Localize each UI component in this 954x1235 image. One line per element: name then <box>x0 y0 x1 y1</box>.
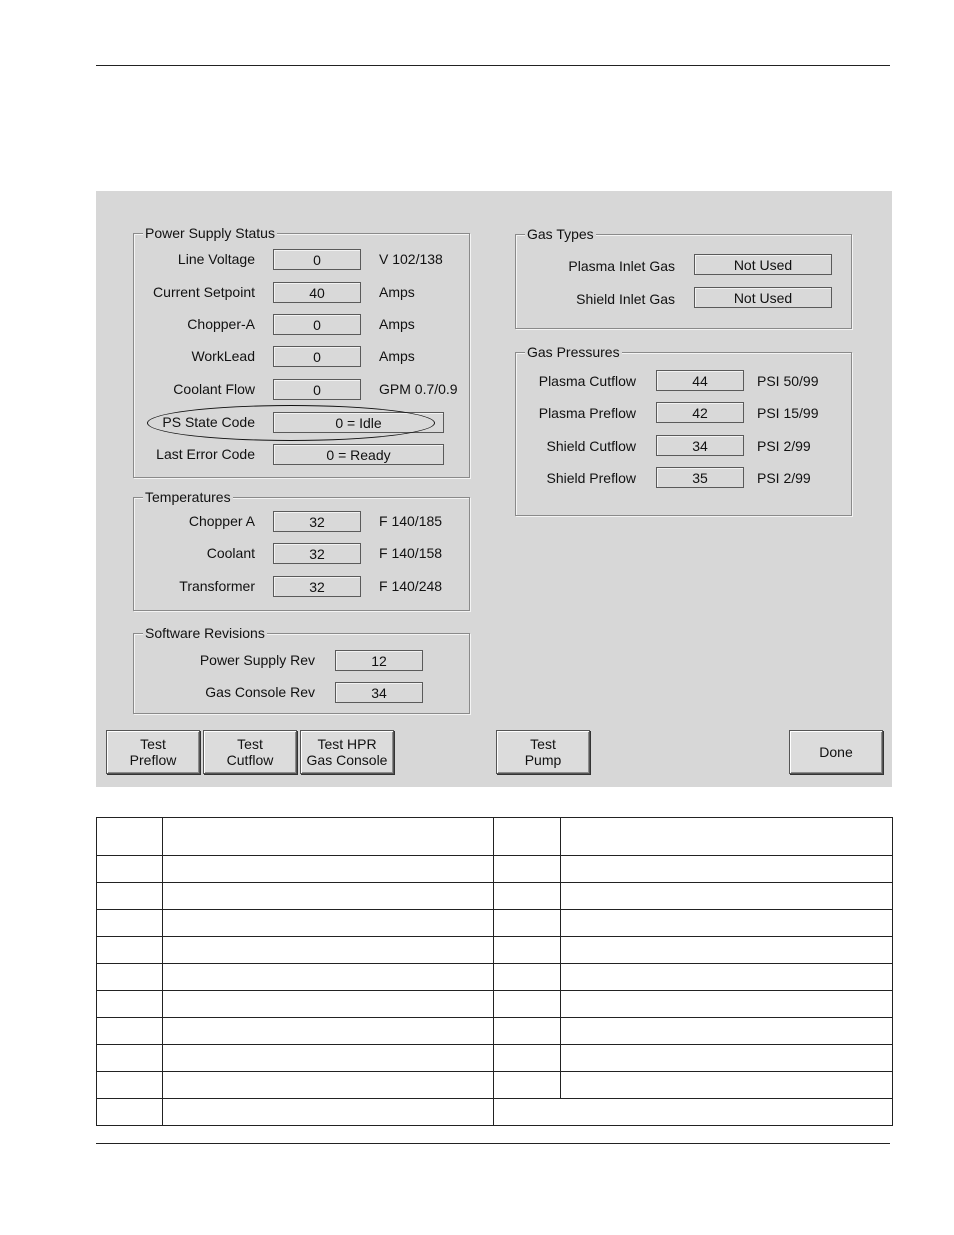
test-preflow-button[interactable] <box>106 730 200 774</box>
table-cell <box>97 818 163 856</box>
ps-state-code-value: 0 = Idle <box>273 412 444 433</box>
table-row <box>97 937 893 964</box>
temperatures-group <box>133 489 470 611</box>
table-cell <box>494 964 561 991</box>
table-cell <box>163 937 494 964</box>
plasma-cutflow-value: 44 <box>656 370 744 391</box>
table-cell <box>494 1072 561 1099</box>
table-cell <box>561 1045 893 1072</box>
table-cell <box>494 818 561 856</box>
table-cell <box>494 883 561 910</box>
shield-cutflow-unit: PSI 2/99 <box>757 438 811 454</box>
table-cell <box>561 991 893 1018</box>
gas-pressures-group <box>515 344 852 516</box>
table-cell <box>97 856 163 883</box>
diagnostics-window <box>96 191 892 787</box>
shield-preflow-value: 35 <box>656 467 744 488</box>
table-cell <box>163 1099 494 1126</box>
table-cell <box>97 1018 163 1045</box>
table-cell <box>163 856 494 883</box>
current-setpoint-unit: Amps <box>379 284 415 300</box>
chopper-a-temp-value: 32 <box>273 511 361 532</box>
software-revisions-group <box>133 625 470 714</box>
gas-console-rev-value: 34 <box>335 682 423 703</box>
worklead-label: WorkLead <box>191 348 255 364</box>
shield-inlet-gas-value: Not Used <box>694 287 832 308</box>
table-cell <box>494 910 561 937</box>
power-supply-status-title: Power Supply Status <box>145 225 275 241</box>
table-cell <box>97 937 163 964</box>
current-setpoint-value: 40 <box>273 282 361 303</box>
table-cell <box>494 1045 561 1072</box>
last-error-code-value: 0 = Ready <box>273 444 444 465</box>
coolant-flow-label: Coolant Flow <box>173 381 255 397</box>
test-preflow-button-line2: Preflow <box>129 752 177 768</box>
chopper-a-temp-unit: F 140/185 <box>379 513 443 529</box>
plasma-inlet-gas-label: Plasma Inlet Gas <box>568 258 675 274</box>
worklead-unit: Amps <box>379 348 415 364</box>
chopper-a-current-unit: Amps <box>379 316 415 332</box>
plasma-cutflow-unit: PSI 50/99 <box>757 373 819 389</box>
table-cell <box>561 818 893 856</box>
last-error-code-label: Last Error Code <box>156 446 255 462</box>
plasma-cutflow-label: Plasma Cutflow <box>538 373 636 389</box>
done-button-label: Done <box>819 744 853 760</box>
coolant-temp-value: 32 <box>273 543 361 564</box>
gas-console-rev-label: Gas Console Rev <box>205 684 315 700</box>
coolant-temp-unit: F 140/158 <box>379 545 443 561</box>
chopper-a-current-value: 0 <box>273 314 361 335</box>
test-pump-button[interactable] <box>496 730 590 774</box>
footer-rule <box>96 1143 890 1144</box>
shield-cutflow-value: 34 <box>656 435 744 456</box>
table-cell <box>494 937 561 964</box>
table-row <box>97 1018 893 1045</box>
table-cell <box>163 964 494 991</box>
table-row <box>97 910 893 937</box>
coolant-temp-label: Coolant <box>206 545 255 561</box>
shield-preflow-unit: PSI 2/99 <box>757 470 811 486</box>
power-supply-rev-value: 12 <box>335 650 423 671</box>
test-cutflow-button[interactable] <box>203 730 297 774</box>
table-row <box>97 856 893 883</box>
table-cell <box>561 1018 893 1045</box>
gas-types-title: Gas Types <box>527 226 594 242</box>
table-cell <box>494 1018 561 1045</box>
shield-preflow-label: Shield Preflow <box>546 470 636 486</box>
chopper-a-current-label: Chopper-A <box>187 316 255 332</box>
test-cutflow-button-line1: Test <box>237 736 263 752</box>
line-voltage-label: Line Voltage <box>177 251 255 267</box>
coolant-flow-unit: GPM 0.7/0.9 <box>379 381 458 397</box>
table-cell <box>561 964 893 991</box>
table-cell <box>97 910 163 937</box>
done-button[interactable] <box>789 730 883 774</box>
coolant-flow-value: 0 <box>273 379 361 400</box>
table-cell <box>561 937 893 964</box>
table-row <box>97 1099 893 1126</box>
header-rule <box>96 65 890 66</box>
plasma-inlet-gas-value: Not Used <box>694 254 832 275</box>
test-preflow-button-line1: Test <box>140 736 166 752</box>
table-row <box>97 883 893 910</box>
table-cell <box>163 910 494 937</box>
test-cutflow-button-line2: Cutflow <box>226 752 274 768</box>
table-row <box>97 1045 893 1072</box>
shield-inlet-gas-label: Shield Inlet Gas <box>576 291 675 307</box>
table-row <box>97 991 893 1018</box>
table-cell <box>494 856 561 883</box>
table-cell <box>163 1045 494 1072</box>
table-cell <box>97 964 163 991</box>
ps-state-code-highlight-ellipse <box>147 405 435 441</box>
transformer-temp-unit: F 140/248 <box>379 578 443 594</box>
plasma-preflow-unit: PSI 15/99 <box>757 405 819 421</box>
table-cell <box>163 818 494 856</box>
table-cell <box>163 1018 494 1045</box>
table-cell <box>97 1099 163 1126</box>
power-supply-status-group <box>133 225 470 478</box>
test-hpr-gas-console-button-line2: Gas Console <box>306 752 388 768</box>
plasma-preflow-value: 42 <box>656 402 744 423</box>
table-cell <box>561 883 893 910</box>
table-cell-merged <box>494 1099 893 1126</box>
table-cell <box>561 856 893 883</box>
table-row <box>97 964 893 991</box>
table-cell <box>561 910 893 937</box>
gas-pressures-title: Gas Pressures <box>527 344 620 360</box>
transformer-temp-label: Transformer <box>179 578 255 594</box>
current-setpoint-label: Current Setpoint <box>153 284 255 300</box>
table-cell <box>97 1072 163 1099</box>
software-revisions-title: Software Revisions <box>145 625 265 641</box>
table-header-row <box>97 818 893 856</box>
table-cell <box>561 1072 893 1099</box>
shield-cutflow-label: Shield Cutflow <box>546 438 636 454</box>
table-cell <box>163 991 494 1018</box>
power-supply-rev-label: Power Supply Rev <box>199 652 315 668</box>
plasma-preflow-label: Plasma Preflow <box>538 405 636 421</box>
test-pump-button-line1: Test <box>530 736 556 752</box>
table-cell <box>97 883 163 910</box>
transformer-temp-value: 32 <box>273 576 361 597</box>
line-voltage-value: 0 <box>273 249 361 270</box>
chopper-a-temp-label: Chopper A <box>188 513 255 529</box>
table-cell <box>163 883 494 910</box>
table-cell <box>97 991 163 1018</box>
table-row <box>97 1072 893 1099</box>
test-hpr-gas-console-button-line1: Test HPR <box>317 736 377 752</box>
blank-reference-table <box>96 817 893 1126</box>
worklead-value: 0 <box>273 346 361 367</box>
ps-state-code-label: PS State Code <box>162 414 255 430</box>
line-voltage-unit: V 102/138 <box>379 251 443 267</box>
test-pump-button-line2: Pump <box>524 752 562 768</box>
temperatures-title: Temperatures <box>145 489 231 505</box>
table-cell <box>494 991 561 1018</box>
table-cell <box>163 1072 494 1099</box>
table-cell <box>97 1045 163 1072</box>
test-hpr-gas-console-button[interactable] <box>300 730 394 774</box>
gas-types-group <box>515 226 852 329</box>
